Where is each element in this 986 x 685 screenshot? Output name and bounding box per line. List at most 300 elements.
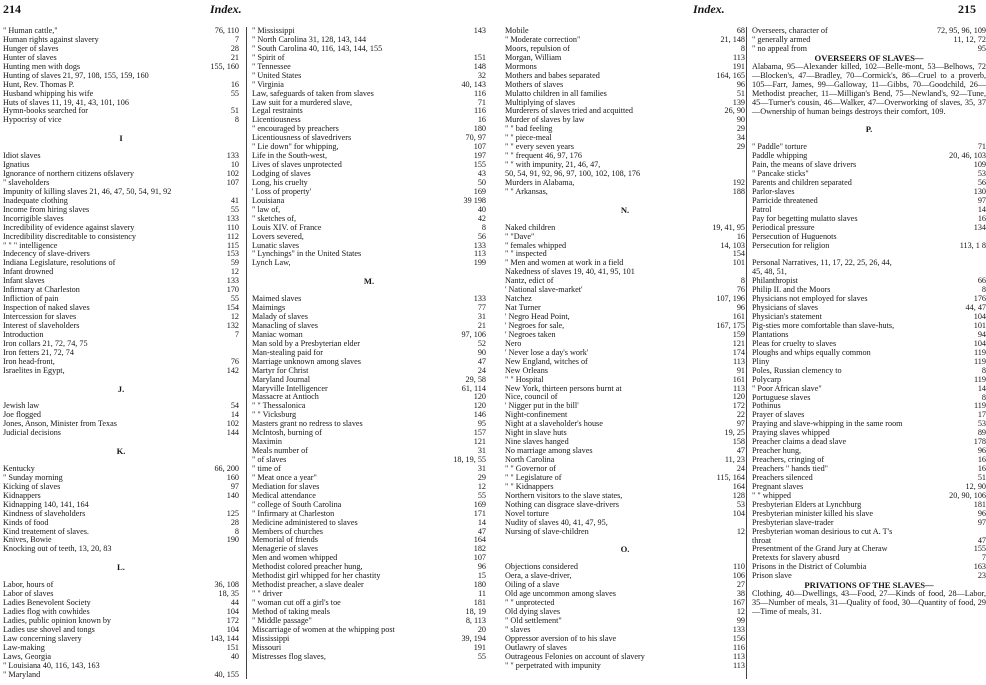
entry-term: ' Nigger put in the bill' (505, 401, 579, 411)
entry-term: Infant slaves (3, 276, 45, 286)
left-page (0, 0, 490, 685)
section-letter: PRIVATIONS OF THE SLAVES— (804, 580, 934, 591)
entry-pages: 154 (732, 249, 745, 259)
entry-term: Presbyterian woman desirious to cut A. T's (752, 526, 893, 536)
entry-term: Nero (505, 338, 522, 348)
entry-term: " Tennessee (252, 61, 291, 71)
index-entry (252, 447, 486, 456)
entry-pages: 174 (732, 347, 745, 357)
entry-term: Intercession for slaves (3, 312, 77, 321)
entry-term: Ignorance of northern citizens ofslavery (3, 169, 134, 178)
entry-pages: 157 (473, 428, 486, 438)
entry-pages: 40, 155 (214, 669, 239, 679)
entry-term: Parlor-slaves (752, 186, 795, 196)
entry-term: ' Negroes taken (505, 329, 556, 339)
entry-term: " " Legislature of (505, 472, 562, 482)
entry-pages: 29 (736, 142, 745, 152)
running-title: Index. (693, 2, 725, 16)
entry-pages: 76 (230, 356, 239, 366)
entry-term: Hypocrisy of vice (3, 115, 62, 125)
entry-pages: 43 (477, 169, 486, 178)
entry-pages: 192 (732, 177, 745, 187)
entry-term: Pregnant slaves (752, 481, 804, 491)
index-column (3, 27, 239, 685)
entry-term: Memorial of friends (252, 535, 318, 545)
entry-term: Lodging of slaves (252, 169, 311, 178)
entry-pages: 20, 90, 106 (949, 490, 986, 500)
entry-pages: 26, 90 (724, 106, 745, 116)
entry-term: ' Negroes for sale, (505, 320, 565, 330)
entry-term: Physicians of slaves (752, 303, 818, 313)
entry-pages: 161 (732, 374, 745, 384)
entry-pages: 53 (977, 169, 986, 179)
index-entry (752, 367, 986, 376)
entry-term: Nine slaves hanged (505, 437, 569, 447)
entry-pages: 169 (473, 499, 486, 509)
entry-pages: 36, 108 (214, 580, 239, 590)
entry-pages: 97, 106 (461, 329, 486, 339)
entry-term: " Virginia (252, 79, 284, 89)
entry-term: " time of (252, 463, 281, 473)
entry-term: Periodical pressure (752, 222, 815, 232)
entry-term: Plantations (752, 329, 789, 339)
entry-pages: 27 (736, 580, 745, 590)
entry-term: Ladies, public opinion known by (3, 615, 112, 625)
entry-pages: 116 (733, 642, 745, 652)
entry-pages: 28 (230, 43, 239, 53)
entry-term: " Men and women at work in a field (505, 258, 624, 268)
entry-term: Pay for begetting mulatto slaves (752, 213, 858, 223)
entry-term: Physicians not employed for slaves (752, 294, 868, 304)
entry-term: Menagerie of slaves (252, 544, 318, 554)
index-entry (752, 197, 986, 206)
entry-term: Maximin (252, 437, 283, 447)
entry-pages: 156 (732, 633, 745, 643)
entry-term: Pleas for cruelty to slaves (752, 338, 837, 348)
entry-term: Ladies use shovel and tongs (3, 624, 95, 634)
entry-pages: 16 (230, 79, 239, 89)
page-header (490, 0, 980, 14)
entry-pages: 42 (477, 213, 486, 223)
index-entry (252, 429, 486, 438)
entry-pages: 55 (230, 88, 239, 98)
entry-term: Praying slaves whipped (752, 428, 830, 438)
entry-pages: 155 (473, 160, 486, 170)
entry-pages: 188 (732, 186, 745, 196)
entry-term: Husband whipping his wife (3, 88, 94, 98)
entry-pages: 107 (226, 177, 239, 187)
entry-pages: 104 (732, 508, 745, 518)
entry-pages: 59 (230, 258, 239, 268)
section-letter: K. (116, 446, 126, 457)
entry-term: Old dying slaves (505, 606, 561, 616)
index-entry (3, 671, 239, 680)
entry-term: Praying and slave-whipping in the same room (752, 419, 903, 429)
entry-term: Mothers of slaves (505, 79, 564, 89)
entry-term: Medical attendance (252, 490, 316, 500)
entry-term: Persecution of Huguenots (752, 231, 837, 241)
entry-term: " slaveholders (3, 177, 50, 187)
entry-pages: 8 (481, 222, 486, 232)
entry-term: New York, thirteen persons burnt at (505, 383, 622, 393)
index-entry (252, 188, 486, 197)
entry-term: Meals number of (252, 446, 308, 456)
entry-term: Masters grant no redress to slaves (252, 419, 363, 429)
entry-pages: 66 (977, 276, 986, 286)
entry-pages: 119 (974, 401, 986, 411)
entry-pages: 160 (226, 472, 239, 482)
entry-term: " Poor African slave" (752, 383, 822, 393)
entry-pages: 96 (736, 303, 745, 313)
entry-pages: 39, 194 (461, 633, 486, 643)
entry-term: Oera, a slave-driver, (505, 571, 572, 581)
entry-pages: 8 (234, 115, 239, 125)
entry-term: Prison slave (752, 571, 792, 581)
entry-term: Israelites in Egypt, (3, 365, 65, 375)
entry-pages: 97 (977, 195, 986, 205)
entry-term: Overseers, character of (752, 26, 828, 35)
entry-term: Methodist girl whipped for her chastity (252, 571, 381, 581)
entry-pages: 113, 1 8 (959, 240, 986, 250)
entry-pages: 28 (230, 517, 239, 527)
entry-pages: 104 (226, 624, 239, 634)
entry-term: Mobile (505, 26, 529, 35)
entry-pages: 11 (478, 589, 486, 599)
entry-pages: 146 (473, 410, 486, 420)
entry-term: Mediation for slaves (252, 481, 320, 491)
entry-pages: 68 (736, 26, 745, 35)
entry-term: Labor, hours of (3, 580, 54, 590)
entry-pages: 106 (732, 571, 745, 581)
entry-term: " " driver (252, 589, 283, 599)
entry-pages: 40 (230, 651, 239, 661)
entry-term: " " Thessalonica (252, 401, 306, 411)
entry-term: Outrageous Felonies on account of slavery (505, 651, 645, 661)
entry-pages: 107 (473, 553, 486, 563)
section-letter: N. (620, 204, 630, 215)
entry-term: Nursing of slave-children (505, 526, 589, 536)
section-letter: J. (117, 383, 125, 394)
entry-term: " woman cut off a girl's toe (252, 598, 341, 607)
entry-pages: 90 (477, 347, 486, 357)
entry-pages: 97 (736, 419, 745, 429)
entry-term: Indiana Legislature, resolutions of (3, 258, 116, 268)
entry-pages: 95 (477, 419, 486, 429)
right-page (490, 0, 986, 685)
entry-term: Ladies flog with cowhides (3, 606, 90, 616)
entry-pages: 132 (226, 320, 239, 330)
entry-term: " " piece-meal (505, 133, 552, 143)
index-entry (3, 545, 239, 554)
entry-term: Preachers silenced (752, 472, 813, 482)
entry-term: Maimings (252, 303, 286, 313)
entry-term: " " Arkansas, (505, 186, 548, 196)
entry-pages: 54 (230, 401, 239, 411)
entry-term: Oiling of a slave (505, 580, 560, 590)
entry-pages: 163 (973, 562, 986, 572)
entry-term: McIntosh, burning of (252, 428, 322, 438)
entry-term: Malady of slaves (252, 312, 308, 321)
entry-term: Incorrigible slaves (3, 213, 64, 223)
entry-term: Kicking of slaves (3, 481, 61, 491)
entry-pages: 11, 12, 72 (953, 34, 986, 44)
entry-pages: 116 (474, 88, 486, 98)
entry-pages: 8 (740, 43, 745, 53)
entry-term: Incredibility of evidence against slavery (3, 222, 135, 232)
entry-pages: 139 (732, 97, 745, 107)
entry-pages: 53 (977, 419, 986, 429)
entry-pages: 72, 95, 96, 109 (936, 26, 986, 35)
entry-pages: 113 (733, 383, 745, 393)
entry-pages: 94 (977, 329, 986, 339)
index-column (252, 27, 486, 685)
entry-pages: 18, 19, 55 (453, 455, 486, 464)
entry-term: Nudity of slaves 40, 41, 47, 95, (505, 517, 608, 527)
entry-term: " United States (252, 70, 302, 80)
entry-pages: 104 (226, 606, 239, 616)
entry-term: " " perpetrated with impunity (505, 660, 601, 670)
entry-pages: 50 (477, 177, 486, 187)
entry-pages: 115, 164 (716, 472, 745, 482)
entry-term: Presbyterian minister killed his slave (752, 508, 873, 518)
entry-term: Preacher claims a dead slave (752, 437, 847, 447)
entry-term: " law of, (252, 204, 281, 214)
entry-term: " Human cattle," (3, 26, 58, 35)
entry-pages: 90 (736, 115, 745, 125)
entry-term: ' Negro Head Point, (505, 312, 570, 321)
entry-pages: 144 (226, 428, 239, 438)
entry-pages: 116 (474, 106, 486, 116)
entry-pages: 18, 19 (465, 606, 486, 616)
entry-pages: 199 (473, 258, 486, 268)
entry-term: Hunger of slaves (3, 43, 59, 53)
entry-pages: 14 (977, 204, 986, 214)
entry-term: Licentiousness of slavedrivers (252, 133, 352, 143)
entry-pages: 107 (473, 142, 486, 152)
entry-term: Presbyterian Elders at Lynchburg (752, 499, 862, 509)
entry-pages: 34 (736, 133, 745, 143)
entry-pages: 51 (736, 88, 745, 98)
entry-term: Kentucky (3, 463, 35, 473)
entry-pages: 55 (477, 490, 486, 500)
entry-pages: 172 (732, 401, 745, 411)
index-entry (3, 429, 239, 438)
entry-term: Labor of slaves (3, 589, 54, 599)
entry-pages: 113 (733, 651, 745, 661)
entry-term: Methodist colored preacher hung, (252, 562, 363, 572)
entry-term: Massacre at Antioch (252, 392, 319, 402)
entry-pages: 113 (733, 52, 745, 62)
entry-term: Mississippi (252, 633, 290, 643)
section-letter: O. (620, 544, 630, 555)
entry-pages: 66, 200 (214, 463, 239, 473)
entry-term: " " every seven years (505, 142, 574, 152)
entry-term: Kind treatement of slaves. (3, 526, 89, 536)
entry-pages: 164 (732, 481, 745, 491)
entry-pages: 32 (477, 70, 486, 80)
entry-pages: 167 (732, 598, 745, 607)
entry-term: Multiplying of slaves (505, 97, 576, 107)
entry-pages: 181 (473, 598, 486, 607)
entry-pages: 24 (477, 365, 486, 375)
entry-term: Prayer of slaves (752, 410, 805, 420)
entry-term: Presbyterian slave-trader (752, 517, 834, 527)
index-entry (505, 54, 745, 63)
entry-pages: 12 (230, 312, 239, 321)
entry-pages: 19, 25 (724, 428, 745, 438)
entry-term: " "Dave" (505, 231, 535, 241)
entry-pages: 15 (477, 571, 486, 581)
entry-pages: 97 (230, 481, 239, 491)
entry-term: Persecution for religion (752, 240, 830, 250)
entry-pages: 61, 114 (461, 383, 486, 393)
entry-term: No marriage among slaves (505, 446, 593, 456)
entry-pages: 109 (973, 160, 986, 170)
index-column (752, 27, 986, 685)
entry-term: " Maryland (3, 669, 41, 679)
entry-pages: 14, 103 (720, 240, 745, 250)
entry-term: Philip II. and the Moors (752, 285, 831, 295)
entry-pages: 96 (977, 446, 986, 456)
entry-pages: 21 (230, 52, 239, 62)
section-letter: L. (117, 562, 125, 573)
entry-term: " sketches of, (252, 213, 297, 223)
section-letter: M. (363, 276, 375, 287)
entry-pages: 19, 41, 95 (712, 222, 745, 232)
entry-term: Nantz, edict of (505, 276, 554, 286)
entry-pages: 133 (473, 240, 486, 250)
index-entry (252, 197, 486, 206)
entry-term: Impunity of killing slaves 21, 46, 47, 50, 54, 91, 92 (3, 186, 172, 196)
entry-pages: 8 (981, 392, 986, 402)
entry-pages: 140 (226, 490, 239, 500)
entry-term: 45, 48, 51, (752, 267, 787, 277)
entry-term: " Paddle" torture (752, 142, 807, 152)
entry-pages: 125 (226, 508, 239, 518)
entry-term: " " unprotected (505, 598, 555, 607)
index-entry (252, 456, 486, 465)
entry-term: " Spirit of (252, 52, 285, 62)
entry-pages: 12 (230, 267, 239, 277)
entry-pages: 55 (230, 294, 239, 304)
entry-pages: 134 (973, 222, 986, 232)
entry-pages: 10 (230, 160, 239, 170)
entry-term: " no appeal from (752, 43, 807, 53)
entry-term: " Middle passage" (252, 615, 312, 625)
entry-term: " North Carolina 31, 128, 143, 144 (252, 34, 367, 44)
entry-term: Louisiana (252, 195, 285, 205)
entry-term: Law suit for a murdered slave, (252, 97, 353, 107)
entry-pages: 21 (477, 320, 486, 330)
entry-term: Hunt, Rev. Thomas P. (3, 79, 75, 89)
entry-pages: 101 (973, 321, 986, 331)
entry-pages: 53 (736, 499, 745, 509)
entry-pages: 16 (736, 231, 745, 241)
entry-term: Lunatic slaves (252, 240, 300, 250)
page-number: 215 (958, 2, 976, 16)
entry-pages: 51 (977, 472, 986, 482)
entry-term: Polycarp (752, 374, 782, 384)
entry-pages: 22 (736, 410, 745, 420)
entry-pages: 104 (973, 312, 986, 322)
entry-pages: 89 (977, 428, 986, 438)
entry-term: Ploughs and whips equally common (752, 347, 871, 357)
entry-pages: 31 (477, 446, 486, 456)
entry-term: Objections considered (505, 562, 578, 572)
entry-pages: 113 (474, 249, 486, 259)
entry-term: Joe flogged (3, 410, 41, 420)
entry-term: Paddle whipping (752, 151, 808, 161)
entry-term: ' Never lose a day's work' (505, 347, 589, 357)
entry-term: " Lie down" for whipping, (252, 142, 339, 152)
entry-term: Morgan, William (505, 52, 562, 62)
entry-pages: 29 (477, 472, 486, 482)
entry-term: Murderers of slaves tried and acquitted (505, 106, 633, 116)
entry-term: Inspection of naked slaves (3, 303, 90, 313)
entry-term: " " Kidnappers (505, 481, 554, 491)
entry-term: 50, 54, 91, 92, 96, 97, 100, 102, 108, 176 (505, 169, 641, 178)
entry-term: Hymn-books searched for (3, 106, 89, 116)
entry-term: Maryland Journal (252, 374, 310, 384)
index-entry (752, 259, 986, 268)
entry-pages: 107, 196 (716, 294, 745, 304)
entry-pages: 180 (473, 124, 486, 134)
entry-term: Mistresses flog slaves, (252, 651, 326, 661)
index-entry (505, 286, 745, 295)
entry-pages: 170 (226, 285, 239, 295)
entry-pages: 12 (736, 526, 745, 536)
entry-pages: 18, 35 (218, 589, 239, 599)
index-entry (752, 349, 986, 358)
entry-pages: 142 (226, 365, 239, 375)
entry-term: Method of taking meals (252, 606, 330, 616)
entry-term: " encouraged by preachers (252, 124, 339, 134)
entry-term: Lynch Law, (252, 258, 291, 268)
entry-term: New England, witches of (505, 356, 588, 366)
entry-term: Physician's statement (752, 312, 822, 322)
entry-pages: 180 (473, 580, 486, 590)
entry-pages: 120 (732, 392, 745, 402)
entry-pages: 191 (732, 61, 745, 71)
entry-term: Hunting men with dogs (3, 61, 81, 71)
entry-term: Hunter of slaves (3, 52, 57, 62)
entry-term: Knives, Bowie (3, 535, 52, 545)
entry-pages: 169 (473, 186, 486, 196)
entry-term: ' National slave-market' (505, 285, 583, 295)
entry-pages: 99 (736, 615, 745, 625)
entry-term: Prisons in the District of Columbia (752, 562, 867, 572)
entry-pages: 21, 148 (720, 34, 745, 44)
entry-pages: 133 (473, 294, 486, 304)
entry-pages: 47 (477, 356, 486, 366)
entry-pages: 102 (226, 419, 239, 429)
entry-term: Maryville Intelligencer (252, 383, 328, 393)
entry-term: Philanthropist (752, 276, 798, 286)
entry-pages: 39 198 (463, 195, 486, 205)
entry-pages: 29, 58 (465, 374, 486, 384)
entry-pages: 51 (230, 106, 239, 116)
entry-term: Naked children (505, 222, 556, 232)
entry-term: Maniac woman (252, 329, 303, 339)
index-entry (505, 188, 745, 197)
entry-pages: 7 (234, 34, 239, 44)
entry-pages: 14 (477, 517, 486, 527)
entry-pages: 197 (473, 151, 486, 161)
entry-term: Huts of slaves 11, 19, 41, 43, 101, 106 (3, 97, 129, 107)
entry-pages: 70, 97 (465, 133, 486, 143)
entry-pages: 16 (977, 464, 986, 474)
index-entry (505, 617, 745, 626)
